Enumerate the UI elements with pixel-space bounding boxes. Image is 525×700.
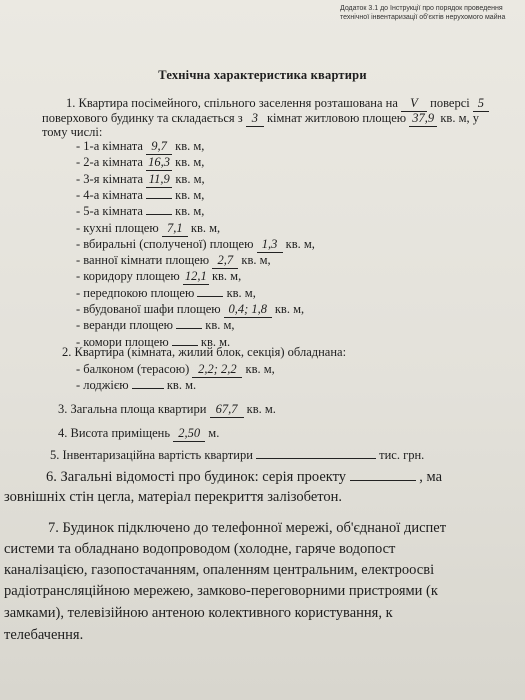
- p7-line1: 7. Будинок підключено до телефонної мережі, об'єднаної диспет: [48, 520, 447, 536]
- p4-height: [58, 426, 219, 442]
- p6-line2: зовнішніх стін цегла, матеріал перекриття залізобетон.: [4, 489, 343, 505]
- room-unit: кв. м,: [190, 220, 221, 235]
- room-area-value: 16,3: [146, 155, 172, 171]
- room-area-value: 7,1: [162, 221, 188, 237]
- room-label: - 1-а кімната: [76, 139, 143, 153]
- p7-line5: замками), телевізійною антеною колективного користування, к: [4, 605, 393, 621]
- p6-line1-end: , ма: [419, 469, 443, 485]
- height-value: 2,50: [173, 426, 205, 442]
- room-label: - коридору площею: [76, 269, 180, 284]
- room-row: [76, 221, 220, 237]
- p1-line3: тому числі:: [42, 125, 103, 139]
- p1-line1-text-b: поверсі: [430, 96, 470, 110]
- room-area-value: 0,4; 1,8: [224, 302, 272, 318]
- room-label: - вбудованої шафи площею: [76, 302, 221, 316]
- p1-line2-text-c: кв. м, у: [440, 111, 479, 125]
- p1-line2-text: поверхового будинку та складається з: [42, 111, 243, 125]
- p6-line1: [46, 469, 442, 486]
- room-row: [76, 253, 271, 269]
- room-row: [76, 269, 241, 285]
- p7-line2: системи та обладнано водопроводом (холодне, гаряче водопост: [4, 541, 396, 557]
- room-area-value: 9,7: [146, 139, 172, 155]
- room-unit: кв. м,: [274, 302, 305, 316]
- p4-unit: м.: [208, 426, 220, 440]
- document-title: Технічна характеристика квартири: [158, 68, 367, 82]
- room-unit: кв. м,: [226, 285, 256, 300]
- room-unit: кв. м,: [285, 236, 315, 251]
- room-label: - ванної кімнати площею: [76, 253, 210, 268]
- p4-label: 4. Висота приміщень: [58, 426, 171, 440]
- room-unit: кв. м,: [205, 318, 235, 333]
- room-row: [76, 172, 205, 188]
- room-row: [76, 237, 315, 253]
- room-row: [76, 188, 204, 203]
- room-label: - комори площею: [76, 334, 169, 349]
- p1-line1-text: 1. Квартира посімейного, спільного заселення розташована на: [66, 96, 398, 110]
- room-area-value: [146, 198, 172, 199]
- loggia-row: [76, 378, 196, 393]
- room-unit: кв. м,: [241, 253, 271, 268]
- room-row: [76, 204, 204, 219]
- total-area-value: 67,7: [210, 402, 244, 418]
- p6-line1-text: 6. Загальні відомості про будинок: серія проекту: [46, 469, 347, 485]
- p2-heading: 2. Квартира (кімната, жилий блок, секція) обладнана:: [62, 345, 347, 359]
- balcony-label: - балконом (терасою): [76, 362, 190, 376]
- room-row: [76, 155, 204, 171]
- room-row: [76, 139, 204, 155]
- floor-value: V: [401, 96, 427, 112]
- room-area-value: [197, 296, 223, 297]
- p7-line4: радіотрансляційною мережею, замково-переговорними пристроями (к: [4, 583, 438, 599]
- balcony-row: [76, 362, 275, 378]
- room-label: - 5-а кімната: [76, 204, 143, 219]
- room-area-value: 11,9: [146, 172, 172, 188]
- living-area-value: 37,9: [409, 111, 437, 127]
- header-note: Додаток 3.1 до Інструкції про порядок проведення технічної інвентаризації об'єктів нерухомого майна: [340, 5, 506, 21]
- inventory-value: [256, 458, 376, 459]
- room-label: - кухні площею: [76, 220, 159, 235]
- p3-total-area: [58, 402, 276, 418]
- p1-line1: [66, 96, 489, 112]
- rooms-count-value: 3: [246, 111, 264, 127]
- room-area-value: 1,3: [257, 237, 283, 253]
- project-series-blank: [350, 480, 416, 481]
- p7-line6: телебачення.: [4, 627, 84, 643]
- room-label: - передпокою площею: [76, 285, 195, 300]
- room-area-value: 2,7: [212, 253, 238, 269]
- room-row: [76, 302, 304, 318]
- room-label: - веранди площею: [76, 318, 174, 333]
- balcony-unit: кв. м,: [245, 362, 275, 376]
- p3-unit: кв. м.: [246, 402, 276, 416]
- p1-line2: [42, 111, 479, 127]
- p5-label: 5. Інвентаризаційна вартість квартири: [50, 448, 253, 462]
- room-area-value: [176, 328, 202, 329]
- room-label: - 4-а кімната: [76, 187, 143, 202]
- room-label: - 2-а кімната: [76, 155, 143, 170]
- p3-label: 3. Загальна площа квартири: [58, 402, 207, 416]
- room-area-value: 12,1: [183, 269, 209, 285]
- room-area-value: [146, 214, 172, 215]
- loggia-label: - лоджією: [76, 378, 129, 392]
- room-label: - 3-я кімната: [76, 171, 144, 186]
- room-unit: кв. м,: [175, 187, 205, 202]
- loggia-value: [132, 388, 164, 389]
- room-label: - вбиральні (сполученої) площею: [76, 236, 254, 251]
- balcony-value: 2,2; 2,2: [192, 362, 242, 378]
- p7-line3: каналізацією, газопостачанням, опаленням центральним, електроосві: [4, 562, 435, 578]
- loggia-unit: кв. м.: [166, 378, 197, 392]
- room-unit: кв. м,: [175, 139, 205, 153]
- floors-total-value: 5: [473, 96, 489, 112]
- p5-unit: тис. грн.: [379, 448, 425, 462]
- room-unit: кв. м.: [200, 334, 231, 349]
- room-unit: кв. м,: [211, 269, 242, 284]
- p5-inventory-value: [50, 448, 424, 463]
- room-row: [76, 318, 235, 333]
- room-unit: кв. м,: [175, 155, 205, 170]
- room-unit: кв. м,: [175, 171, 205, 186]
- p1-line2-text-b: кімнат житловою площею: [266, 111, 407, 125]
- room-unit: кв. м,: [175, 204, 205, 219]
- room-row: [76, 286, 256, 301]
